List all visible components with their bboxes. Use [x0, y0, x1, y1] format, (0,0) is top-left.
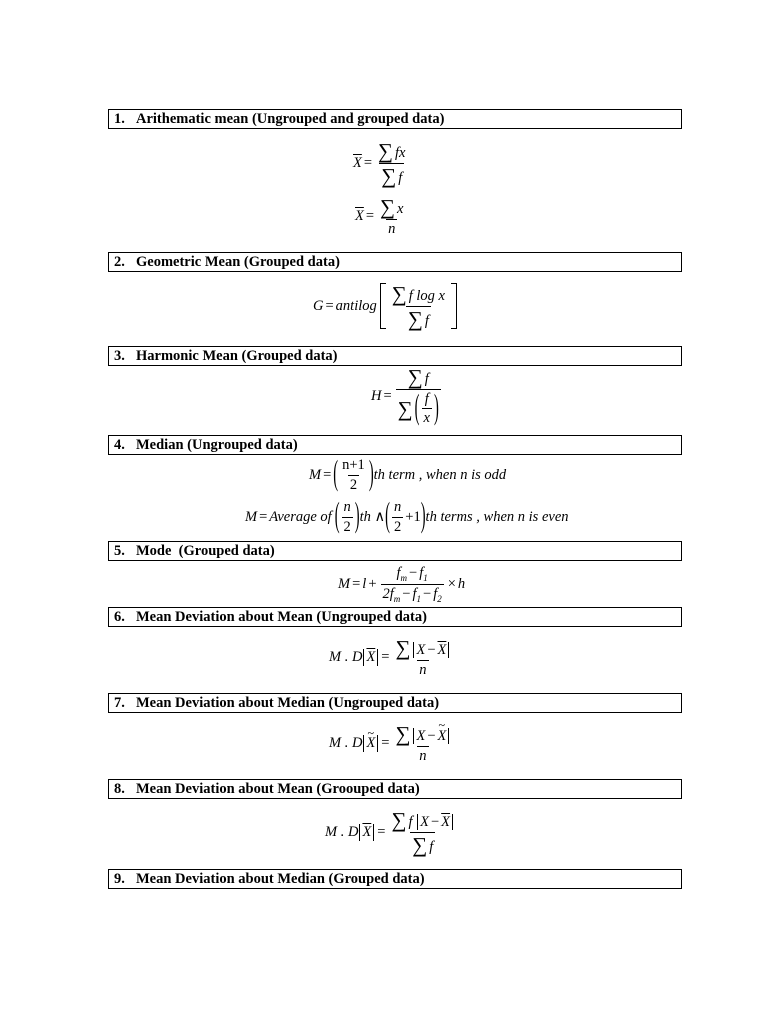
numerator: n [394, 499, 402, 515]
lower-limit: l [362, 576, 367, 593]
formula-lhs: M . D [329, 649, 363, 666]
formula-lhs: H [371, 388, 382, 404]
denominator: 2 [394, 518, 402, 535]
numerator: n [343, 499, 351, 515]
numerator: f [424, 371, 429, 387]
section-number: 7. [114, 695, 125, 711]
section-6-header [108, 607, 682, 627]
denominator: 2f [382, 586, 394, 603]
numerator: fx [395, 145, 406, 161]
section-title: Geometric Mean (Grouped data) [136, 254, 340, 270]
formula-lhs: $\overline{X}$ [355, 208, 364, 225]
class-width: h [457, 576, 466, 593]
formula-lhs: G [313, 297, 324, 314]
section-1-header [108, 109, 682, 129]
numerator: n+1 [342, 457, 365, 473]
formula-lhs: M [338, 576, 351, 593]
formula-median-even: M = Average of ( $\frac{n}{2}$ ) th ∧ ( $\frac{n}{2}$ +1 ) th terms , when n is even [245, 496, 569, 536]
median-even-text: th terms , when n is even [425, 508, 569, 525]
section-number: 4. [114, 437, 125, 453]
formula-lhs: $\overline{X}$ [353, 154, 362, 171]
fraction: $\frac{\sum f X - \overline{X}}{\sum f}$ [389, 809, 456, 855]
denominator: f [429, 838, 434, 855]
median-odd-text: th term , when n is odd [373, 466, 507, 483]
denominator: n [419, 661, 427, 678]
fraction: $\frac{\sum x}{n}$ [380, 195, 404, 237]
formula-mean-ungrouped: $\overline{X}$ = $\frac{\sum x}{n}$ [355, 195, 404, 237]
fraction: $\frac{\sum fx}{\sum f}$ [378, 139, 406, 188]
section-title: Mean Deviation about Median (Grouped data) [136, 871, 425, 887]
formula-lhs: M . D [329, 735, 363, 752]
formula-median-odd: M = ( $\frac{n+1}{2}$ ) th term , when n is odd [309, 454, 507, 494]
denominator: f [424, 312, 429, 329]
section-number: 1. [114, 111, 125, 127]
formula-geometric-mean: G = antilog $\frac{\text{∑ f log x}}{\sum f}$ [313, 283, 457, 329]
section-7-header [108, 693, 682, 713]
denominator: n [388, 220, 396, 237]
fraction: ∑ f ∑ ( $\frac{f}{x}$ ) [397, 365, 439, 428]
section-title: Harmonic Mean (Grouped data) [136, 348, 338, 364]
section-title: Median (Ungrouped data) [136, 437, 298, 453]
section-title: Mean Deviation about Mean (Ungrouped data) [136, 609, 427, 625]
formula-md-mean-grouped: M . D $\overline{X}$ = $\frac{\sum f X - \overline{X}}{\sum f}$ [325, 809, 458, 855]
section-number: 5. [114, 543, 125, 559]
section-number: 6. [114, 609, 125, 625]
fraction: $\frac{\sum X - \overline{X}}{n}$ [393, 637, 452, 678]
function-name: antilog [335, 297, 377, 314]
formula-md-median-ungrouped: M . D ~ X = $\frac{\sum X - \sim X}{n}$ [329, 723, 454, 764]
formula-mean-grouped: $\overline{X}$ = $\frac{\sum fx}{\sum f}$ [353, 139, 406, 188]
section-9-header [108, 869, 682, 889]
numerator: f [408, 814, 413, 830]
denominator: 2 [343, 518, 351, 535]
median-even-mid-text: th ∧ [359, 508, 386, 525]
section-number: 2. [114, 254, 125, 270]
denominator: 2 [349, 476, 358, 493]
formula-md-mean-ungrouped: M . D $\overline{X}$ = $\frac{\sum X - \overline{X}}{n}$ [329, 637, 454, 678]
fraction: $\frac{\sum X - \sim X}{n}$ [393, 723, 452, 764]
section-title: Arithematic mean (Ungrouped and grouped data) [136, 111, 445, 127]
section-title: Mean Deviation about Mean (Groouped data) [136, 781, 420, 797]
inner-numerator: f [424, 390, 429, 407]
section-5-header [108, 541, 682, 561]
section-3-header [108, 346, 682, 366]
section-title: Mean Deviation about Median (Ungrouped data) [136, 695, 440, 711]
numerator: f log x [408, 288, 445, 304]
fraction: $\frac{f_m - f_1}{2f_m - f_1 - f_2}$ [382, 565, 442, 605]
section-title: Mode (Grouped data) [136, 543, 275, 559]
formula-lhs: M . D [325, 823, 359, 840]
numerator: f [396, 565, 401, 581]
section-number: 9. [114, 871, 125, 887]
formula-harmonic-mean: H = ∑ f ∑ ( $\frac{f}{x}$ ) [371, 365, 439, 428]
formula-lhs: M [245, 508, 258, 525]
inner-denominator: x [423, 410, 430, 427]
numerator: x [397, 201, 404, 217]
formula-lhs: M [309, 466, 322, 483]
denominator: f [398, 169, 403, 186]
fraction: $\frac{\text{∑ f log x}}{\sum f}$ [391, 282, 445, 331]
section-2-header [108, 252, 682, 272]
section-4-header [108, 435, 682, 455]
average-of-text: Average of [269, 508, 332, 525]
section-number: 8. [114, 781, 125, 797]
section-number: 3. [114, 348, 125, 364]
denominator: n [419, 747, 427, 764]
formula-mode: M = l + $\frac{f_m - f_1}{2f_m - f_1 - f_2}$ × h [338, 565, 466, 605]
section-8-header [108, 779, 682, 799]
plus-one: +1 [405, 508, 421, 525]
